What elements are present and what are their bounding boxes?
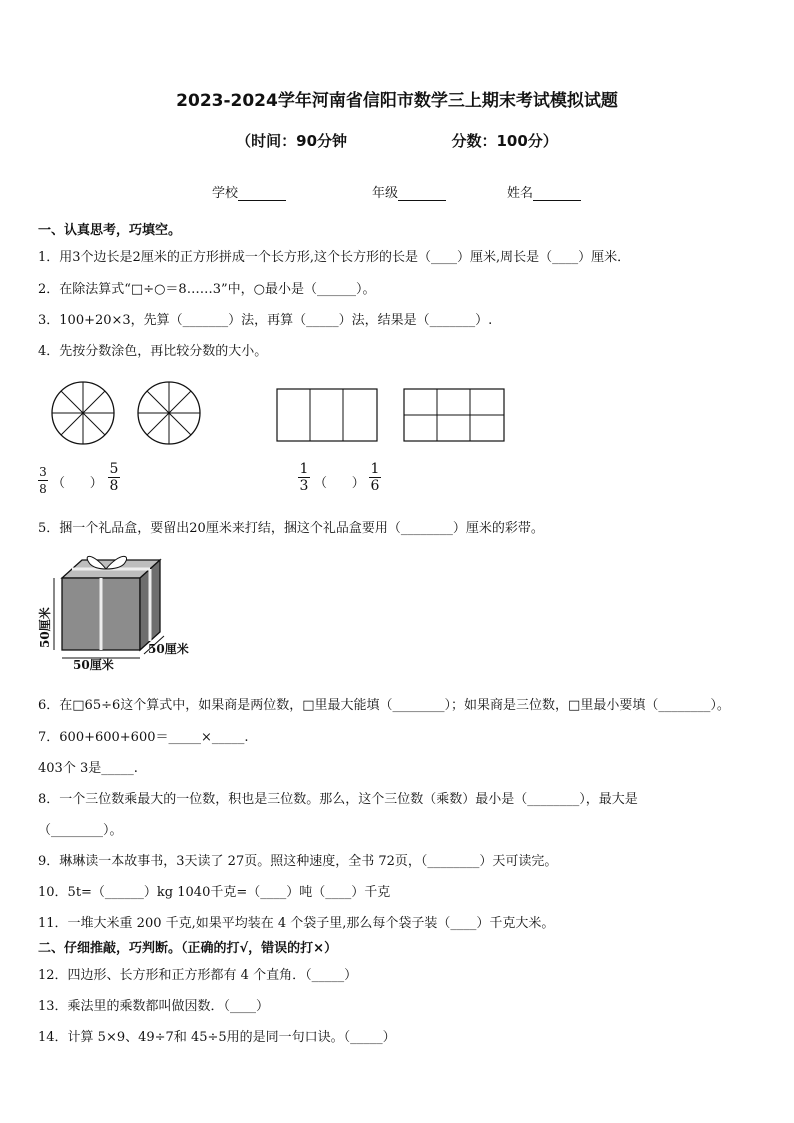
page-title: 2023-2024学年河南省信阳市数学三上期末考试模拟试题 <box>176 91 618 111</box>
exam-meta: （时间：90分钟 分数：100分） <box>236 132 558 150</box>
name-label: 姓名 <box>507 186 534 201</box>
question-7: 7．600+600+600＝_____×_____. <box>38 730 249 745</box>
question-8-continued: （________）。 <box>38 823 123 838</box>
question-12: 12．四边形、长方形和正方形都有 4 个直角．（_____） <box>38 968 358 983</box>
fraction-1-3: 1 3 <box>299 461 309 494</box>
fraction-3-8: 3 8 <box>39 465 47 496</box>
question-10: 10．5t=（______）kg 1040千克=（____）吨（____）千克 <box>38 885 391 900</box>
name-field <box>507 182 581 201</box>
fraction-5-8: 5 8 <box>109 461 119 494</box>
question-11: 11．一堆大米重 200 千克,如果平均装在 4 个袋子里,那么每个袋子装（____）千克大米。 <box>38 916 555 931</box>
question-2: 2．在除法算式“□÷○＝8……3”中，○最小是（______）。 <box>38 282 376 297</box>
fraction-1-6: 1 6 <box>370 461 380 494</box>
question-3: 3．100+20×3，先算（_______）法，再算（_____）法，结果是（_______）. <box>38 313 493 328</box>
question-7-part-2: 403个 3是_____. <box>38 761 138 776</box>
school-blank[interactable] <box>238 186 286 201</box>
school-label: 学校 <box>212 186 239 201</box>
question-14: 14．计算 5×9、49÷7和 45÷5用的是同一句口诀。（_____） <box>38 1030 396 1045</box>
box-depth-label: 50厘米 <box>148 642 189 656</box>
question-6: 6．在□65÷6这个算式中，如果商是两位数，□里最大能填（________）；如果商是三位数，□里最小要填（________）。 <box>38 698 730 713</box>
grade-label: 年级 <box>372 186 399 201</box>
question-4: 4．先按分数涂色，再比较分数的大小。 <box>38 344 268 359</box>
name-blank[interactable] <box>533 186 581 201</box>
compare-blank-1[interactable]: （ ） <box>52 476 103 491</box>
grade-field <box>372 182 446 201</box>
question-1: 1．用3个边长是2厘米的正方形拼成一个长方形,这个长方形的长是（____）厘米,周长是（____）厘米． <box>38 250 631 265</box>
section-heading-1: 一、认真思考，巧填空。 <box>38 223 182 238</box>
rect-sixths <box>403 388 505 442</box>
rect-thirds <box>276 388 378 442</box>
circle-eighths-2 <box>136 380 202 446</box>
question-13: 13．乘法里的乘数都叫做因数．（____） <box>38 999 270 1014</box>
question-5: 5．捆一个礼品盒，要留出20厘米来打结，捆这个礼品盒要用（________）厘米的彩带。 <box>38 521 544 536</box>
grade-blank[interactable] <box>398 186 446 201</box>
section-heading-2: 二、仔细推敲，巧判断。（正确的打√，错误的打×） <box>38 941 338 956</box>
box-height-label: 50厘米 <box>38 607 52 648</box>
question-9: 9．琳琳读一本故事书，3天读了 27页。照这种速度，全书 72页，（________）天可读完。 <box>38 854 558 869</box>
box-width-label: 50厘米 <box>73 658 114 672</box>
circle-eighths-1 <box>50 380 116 446</box>
question-8: 8．一个三位数乘最大的一位数，积也是三位数。那么，这个三位数（乘数）最小是（________），最大是 <box>38 792 638 807</box>
compare-blank-2[interactable]: （ ） <box>314 476 365 491</box>
school-field <box>212 182 286 201</box>
